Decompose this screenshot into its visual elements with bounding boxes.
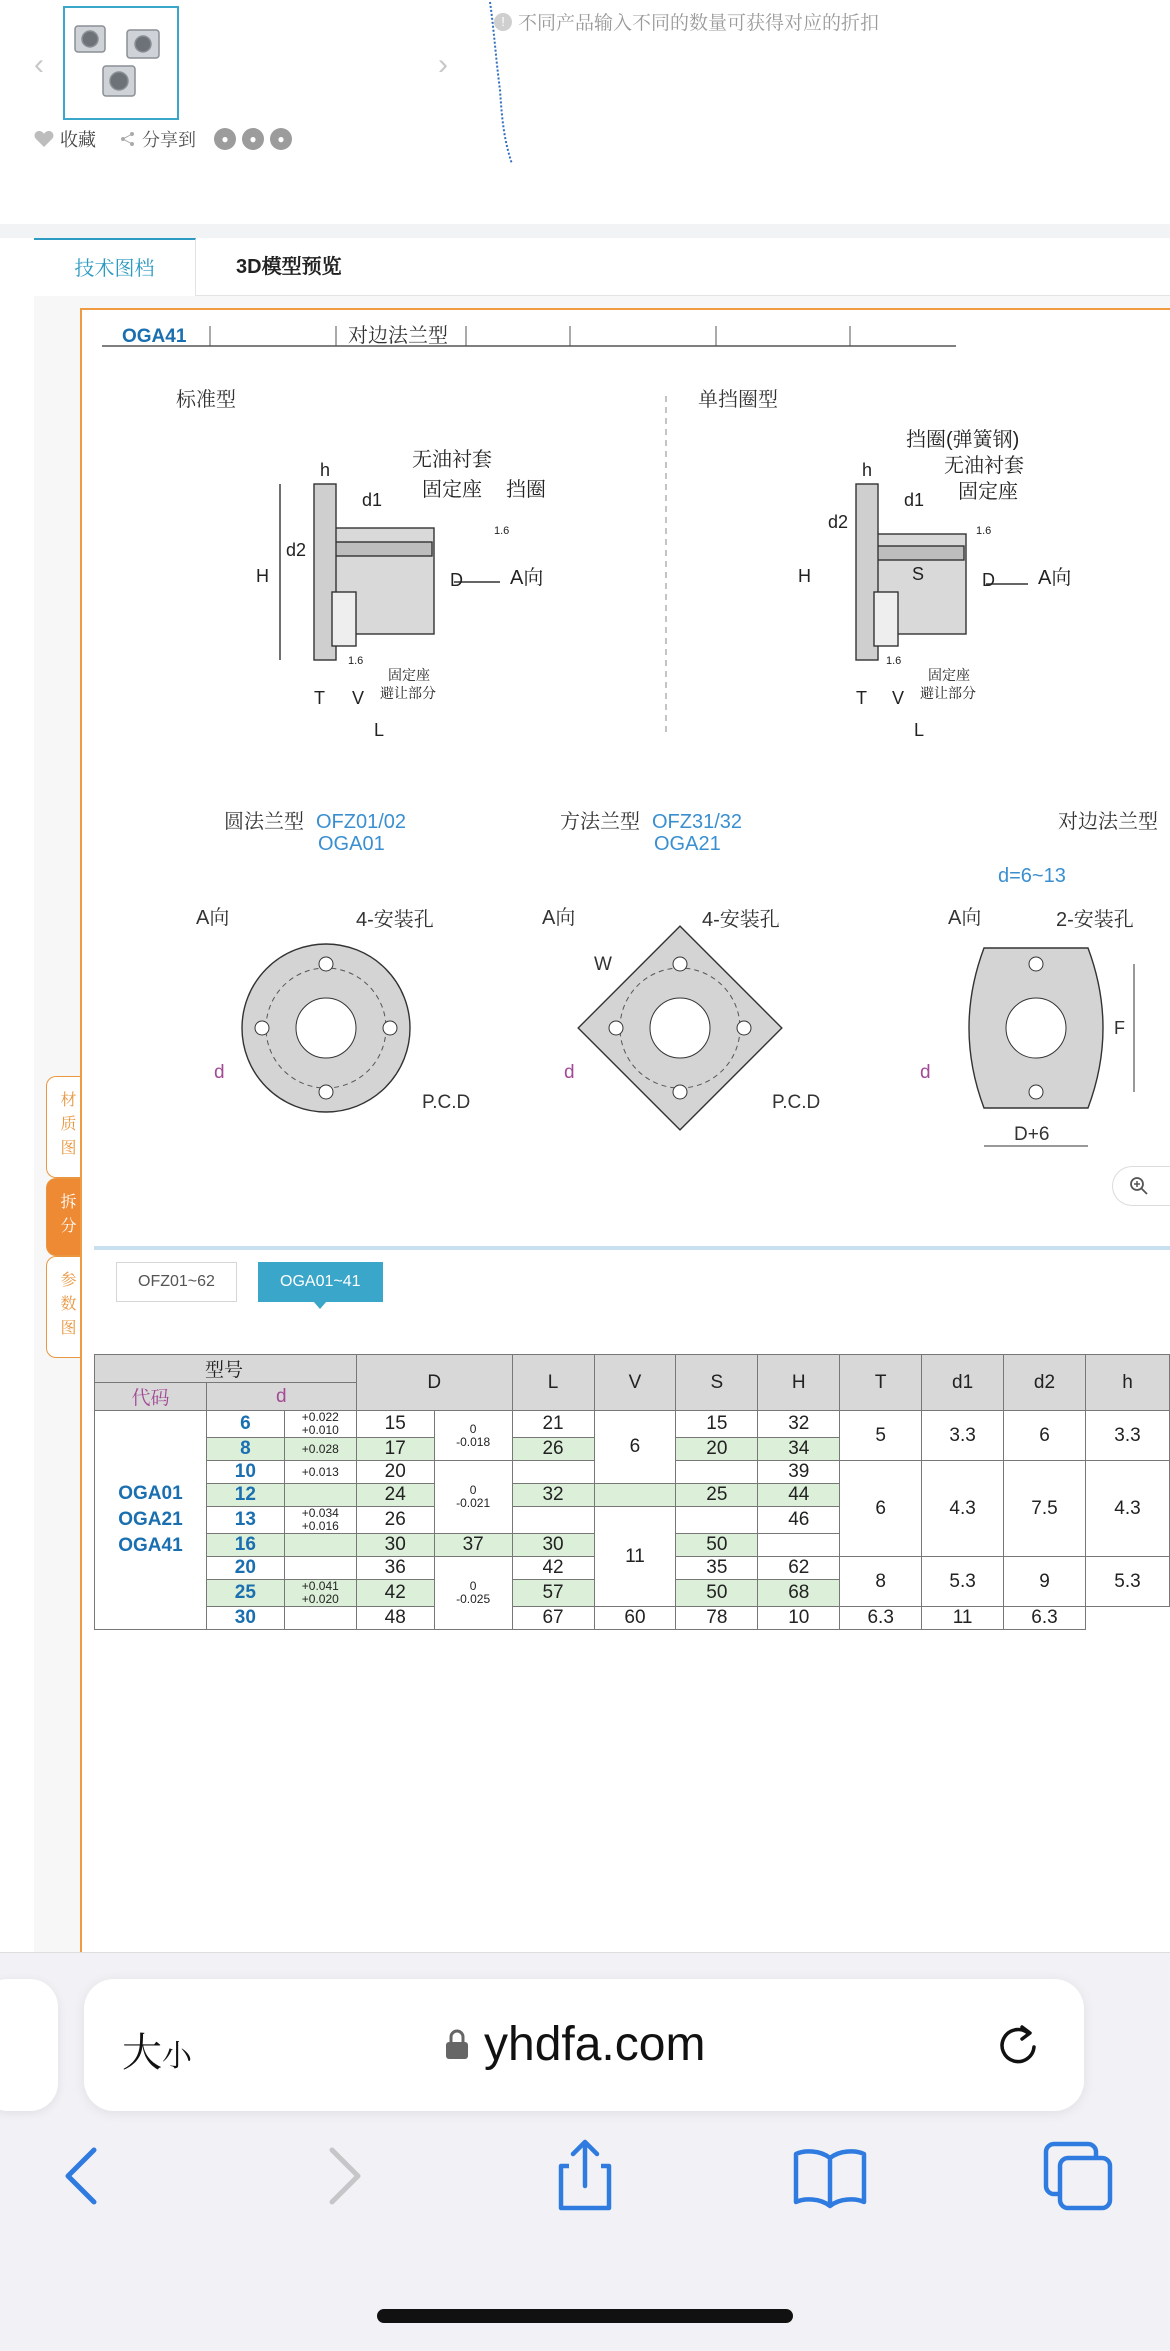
cell-D: 42 (356, 1580, 434, 1607)
table-row (95, 1607, 1170, 1630)
cell-H: 32 (758, 1411, 840, 1438)
tol-lower: -0.018 (456, 1434, 491, 1449)
code-oga41: OGA41 (118, 1535, 183, 1556)
heart-icon (34, 130, 54, 148)
cell-L: 32 (512, 1484, 594, 1507)
round-d-label: d (214, 1062, 225, 1083)
header-d: d (206, 1383, 356, 1411)
cell-h: 3.3 (1085, 1411, 1169, 1461)
thumbnail-prev-icon[interactable]: ‹ (34, 48, 44, 81)
cell-D: 15 (356, 1411, 434, 1438)
zoom-in-icon (1129, 1176, 1149, 1196)
dim-V: V (352, 688, 365, 708)
url-host-text: yhdfa.com (484, 2018, 706, 2071)
back-icon[interactable] (46, 2136, 126, 2216)
tol-upper: +0.034 (301, 1506, 339, 1520)
discount-hint (494, 8, 879, 35)
product-header (0, 0, 1170, 224)
share-sheet-icon[interactable] (545, 2136, 625, 2216)
square-flange-view (542, 906, 820, 1130)
cell-h: 4.3 (1085, 1461, 1169, 1557)
cell-d: 8 (206, 1438, 284, 1461)
header-T: T (840, 1355, 922, 1411)
tab-tech-drawing[interactable]: 技术图档 (34, 238, 196, 296)
arrow-a-label: A向 (510, 567, 544, 589)
dim-S-right: S (912, 564, 925, 584)
flange-titles (224, 810, 1158, 887)
round-flange-code2: OGA01 (318, 833, 385, 855)
cell-D: 17 (356, 1438, 434, 1461)
cell-H: 62 (758, 1557, 840, 1580)
dim-h-right: h (862, 460, 873, 480)
header-model: 型号 (95, 1355, 357, 1383)
weibo-icon[interactable]: ● (270, 128, 292, 150)
arrow-a-label-right: A向 (1038, 567, 1072, 589)
cell-T: 5 (840, 1411, 922, 1461)
dim-L-right: L (914, 720, 925, 740)
dim-L: L (374, 720, 385, 740)
share-icon (120, 131, 136, 147)
cell-V (594, 1484, 676, 1507)
lock-icon (444, 2029, 470, 2061)
cell-tol-d (284, 1534, 356, 1557)
cell-tol-d (284, 1607, 356, 1630)
cell-d: 30 (206, 1607, 284, 1630)
two-flat-f-label: F (1114, 1018, 1125, 1038)
thumbnail-next-icon[interactable]: › (438, 48, 448, 81)
two-flat-dplus-label: D+6 (1014, 1124, 1050, 1145)
callout-retainer: 挡圈 (506, 479, 546, 501)
cell-V: 11 (594, 1507, 676, 1607)
cell-d: 12 (206, 1484, 284, 1507)
cell-S: 15 (676, 1411, 758, 1438)
cell-L: 57 (512, 1580, 594, 1607)
round-flange-title: 圆法兰型 (224, 811, 304, 833)
cell-d: 20 (206, 1557, 284, 1580)
share-label: 分享到 (142, 130, 196, 150)
note-line1-right: 固定座 (928, 667, 970, 683)
code-oga01: OGA01 (118, 1483, 183, 1504)
header-S: S (676, 1355, 758, 1411)
cell-d: 16 (206, 1534, 284, 1557)
square-holes-label: 4-安装孔 (702, 909, 780, 931)
cell-H: 34 (758, 1438, 840, 1461)
tol-lower: +0.010 (301, 1423, 339, 1437)
cell-tol-d: +0.013 (284, 1461, 356, 1484)
cell-T: 8 (840, 1557, 922, 1607)
callout-bushing-right: 无油衬套 (944, 455, 1024, 477)
side-nav-material[interactable]: 材质图 (46, 1076, 80, 1178)
header-h: h (1085, 1355, 1169, 1411)
code-cell (95, 1411, 207, 1630)
left-section-view (280, 484, 500, 660)
cell-L (512, 1507, 594, 1534)
dim-H: H (256, 566, 269, 586)
cell-S (676, 1507, 758, 1534)
bookmarks-icon[interactable] (790, 2136, 870, 2216)
favorite-button[interactable] (34, 126, 96, 152)
square-view-label: A向 (542, 907, 576, 929)
square-w-label: W (594, 954, 612, 975)
round-holes-label: 4-安装孔 (356, 909, 434, 931)
variant-button-ofz[interactable]: OFZ01~62 (116, 1262, 237, 1302)
cell-D: 20 (356, 1461, 434, 1484)
right-section-view (856, 484, 1028, 660)
dim-D: D (450, 570, 463, 590)
cell-d2: 7.5 (1004, 1461, 1086, 1557)
cell-S: 30 (512, 1534, 594, 1557)
dim-T: T (314, 688, 325, 708)
info-icon: ! (494, 13, 512, 31)
callout-housing-right: 固定座 (958, 481, 1018, 503)
two-flat-flange-title: 对边法兰型 (1058, 811, 1158, 833)
qq-icon[interactable]: ● (242, 128, 264, 150)
cell-d2: 9 (1004, 1557, 1086, 1607)
dim-D-right: D (982, 570, 995, 590)
tol-lower: +0.020 (301, 1592, 339, 1606)
header-L: L (512, 1355, 594, 1411)
technical-drawing (86, 316, 1170, 1258)
two-flat-holes-label: 2-安装孔 (1056, 909, 1134, 931)
dim-H-right: H (798, 566, 811, 586)
product-thumbnail[interactable] (63, 6, 179, 120)
discount-hint-text: 不同产品输入不同的数量可获得对应的折扣 (518, 13, 880, 34)
header-d1: d1 (922, 1355, 1004, 1411)
product-actions (34, 126, 292, 152)
cell-H: 68 (758, 1580, 840, 1607)
dim-T-right: T (856, 688, 867, 708)
text-size-small: 小 (162, 2040, 192, 2073)
cell-tol-d (284, 1411, 356, 1438)
cell-d1: 4.3 (922, 1461, 1004, 1557)
round-pcd-label: P.C.D (422, 1092, 471, 1113)
cell-tol-d (284, 1580, 356, 1607)
tol-upper: 0 (469, 1421, 477, 1436)
cell-d1: 6.3 (840, 1607, 922, 1630)
cell-L: 21 (512, 1411, 594, 1438)
header-H: H (758, 1355, 840, 1411)
wechat-icon[interactable]: ● (214, 128, 236, 150)
two-flat-range: d=6~13 (998, 865, 1066, 887)
header-code: 代码 (95, 1383, 207, 1411)
social-share-icons (214, 128, 292, 150)
tab-3d-preview[interactable]: 3D模型预览 (236, 256, 342, 278)
standard-type-title: 标准型 (176, 389, 236, 411)
cell-d: 13 (206, 1507, 284, 1534)
roughness-b: 1.6 (348, 655, 364, 667)
forward-icon[interactable] (300, 2136, 380, 2216)
cell-d2: 11 (922, 1607, 1004, 1630)
doc-tabs (34, 238, 1170, 296)
tabs-icon[interactable] (1038, 2136, 1118, 2216)
square-flange-code1: OFZ31/32 (652, 811, 743, 833)
cell-d: 25 (206, 1580, 284, 1607)
callout-spring-retainer: 挡圈(弹簧钢) (906, 429, 1020, 451)
cell-D: 36 (356, 1557, 434, 1580)
product-image (65, 8, 177, 118)
tol-lower: +0.016 (301, 1519, 339, 1533)
reload-icon[interactable] (990, 2017, 1046, 2073)
square-flange-title: 方法兰型 (560, 811, 640, 833)
cell-S (676, 1461, 758, 1484)
cell-tol-D (434, 1557, 512, 1630)
side-nav-params[interactable]: 参数图 (46, 1256, 80, 1358)
favorite-label: 收藏 (60, 130, 96, 150)
note-line2: 避让部分 (380, 685, 436, 701)
cell-S: 50 (676, 1580, 758, 1607)
cell-L: 42 (512, 1557, 594, 1580)
cell-H: 46 (758, 1507, 840, 1534)
variant-button-oga[interactable]: OGA01~41 (258, 1262, 383, 1302)
tol-lower: -0.025 (456, 1592, 491, 1606)
side-nav-split[interactable]: 拆分 (46, 1178, 80, 1256)
cell-H: 50 (676, 1534, 758, 1557)
cell-L: 67 (512, 1607, 594, 1630)
tol-lower: -0.021 (456, 1496, 491, 1510)
cell-tol-D (434, 1461, 512, 1534)
roughness-c: 1.6 (976, 525, 992, 537)
cell-H: 78 (676, 1607, 758, 1630)
cell-D: 48 (356, 1607, 434, 1630)
roughness-d: 1.6 (886, 655, 902, 667)
note-line2-right: 避让部分 (920, 685, 976, 701)
cell-T: 10 (758, 1607, 840, 1630)
two-flat-flange-view (920, 906, 1134, 1146)
round-view-label: A向 (196, 907, 230, 929)
callout-bushing: 无油衬套 (412, 449, 492, 471)
code-oga21: OGA21 (118, 1509, 183, 1530)
zoom-button[interactable] (1112, 1166, 1170, 1206)
cell-tol-D (434, 1411, 512, 1461)
header-D: D (356, 1355, 512, 1411)
callout-housing: 固定座 (422, 479, 482, 501)
cell-d: 6 (206, 1411, 284, 1438)
round-flange-code1: OFZ01/02 (316, 811, 407, 833)
tech-drawing-panel (34, 296, 1170, 1952)
tol-upper: +0.041 (301, 1579, 339, 1593)
cell-L: 37 (434, 1534, 512, 1557)
round-flange-view (196, 906, 470, 1113)
cell-tol-d (284, 1507, 356, 1534)
cell-h: 6.3 (1004, 1607, 1086, 1630)
cell-tol-d (284, 1557, 356, 1580)
cell-S: 25 (676, 1484, 758, 1507)
home-indicator (377, 2309, 793, 2323)
cell-H: 39 (758, 1461, 840, 1484)
header-V: V (594, 1355, 676, 1411)
cell-h: 5.3 (1085, 1557, 1169, 1607)
table-row (95, 1411, 1170, 1438)
cell-tol-d: +0.028 (284, 1438, 356, 1461)
cell-S: 60 (594, 1607, 676, 1630)
text-size-big: 大 (122, 2031, 162, 2075)
tol-upper: 0 (469, 1579, 477, 1593)
drawing-frame (80, 308, 1170, 1952)
header-d2: d2 (1004, 1355, 1086, 1411)
share-button[interactable] (120, 126, 196, 152)
cell-L: 26 (512, 1438, 594, 1461)
dim-h: h (320, 460, 331, 480)
note-line1: 固定座 (388, 667, 430, 683)
dim-d1: d1 (362, 490, 383, 510)
section-divider (94, 1246, 1170, 1250)
square-pcd-label: P.C.D (772, 1092, 821, 1113)
cell-d1: 5.3 (922, 1557, 1004, 1607)
address-bar[interactable] (84, 1979, 1084, 2111)
cell-D: 30 (356, 1534, 434, 1557)
dim-V-right: V (892, 688, 905, 708)
url-display[interactable] (444, 2017, 705, 2072)
roughness-a: 1.6 (494, 525, 510, 537)
cell-D: 26 (356, 1507, 434, 1534)
two-flat-view-label: A向 (948, 907, 982, 929)
previous-tab-preview[interactable] (0, 1979, 58, 2111)
cell-T: 6 (840, 1461, 922, 1557)
cell-V: 6 (594, 1411, 676, 1484)
drawing-model-code: OGA41 (122, 326, 187, 347)
spec-table (94, 1354, 1170, 1630)
section-separator (0, 224, 1170, 238)
drawing-type-label: 对边法兰型 (348, 325, 448, 347)
two-flat-d-label: d (920, 1062, 931, 1083)
dim-d1-right: d1 (904, 490, 925, 510)
cell-tol-d (284, 1484, 356, 1507)
tol-upper: 0 (469, 1483, 477, 1497)
cell-d: 10 (206, 1461, 284, 1484)
cell-d1: 3.3 (922, 1411, 1004, 1461)
cell-H: 44 (758, 1484, 840, 1507)
tol-upper: +0.022 (301, 1410, 339, 1424)
dim-d2-right: d2 (828, 512, 849, 532)
cell-S: 20 (676, 1438, 758, 1461)
drawing-header (102, 324, 956, 347)
side-nav (46, 1076, 80, 1358)
cell-D: 24 (356, 1484, 434, 1507)
cell-S: 35 (676, 1557, 758, 1580)
single-retainer-title: 单挡圈型 (698, 389, 778, 411)
cell-L (512, 1461, 594, 1484)
square-d-label: d (564, 1062, 575, 1083)
dim-d2: d2 (286, 540, 307, 560)
text-size-button[interactable] (122, 2021, 192, 2078)
cell-d2: 6 (1004, 1411, 1086, 1461)
square-flange-code2: OGA21 (654, 833, 721, 855)
